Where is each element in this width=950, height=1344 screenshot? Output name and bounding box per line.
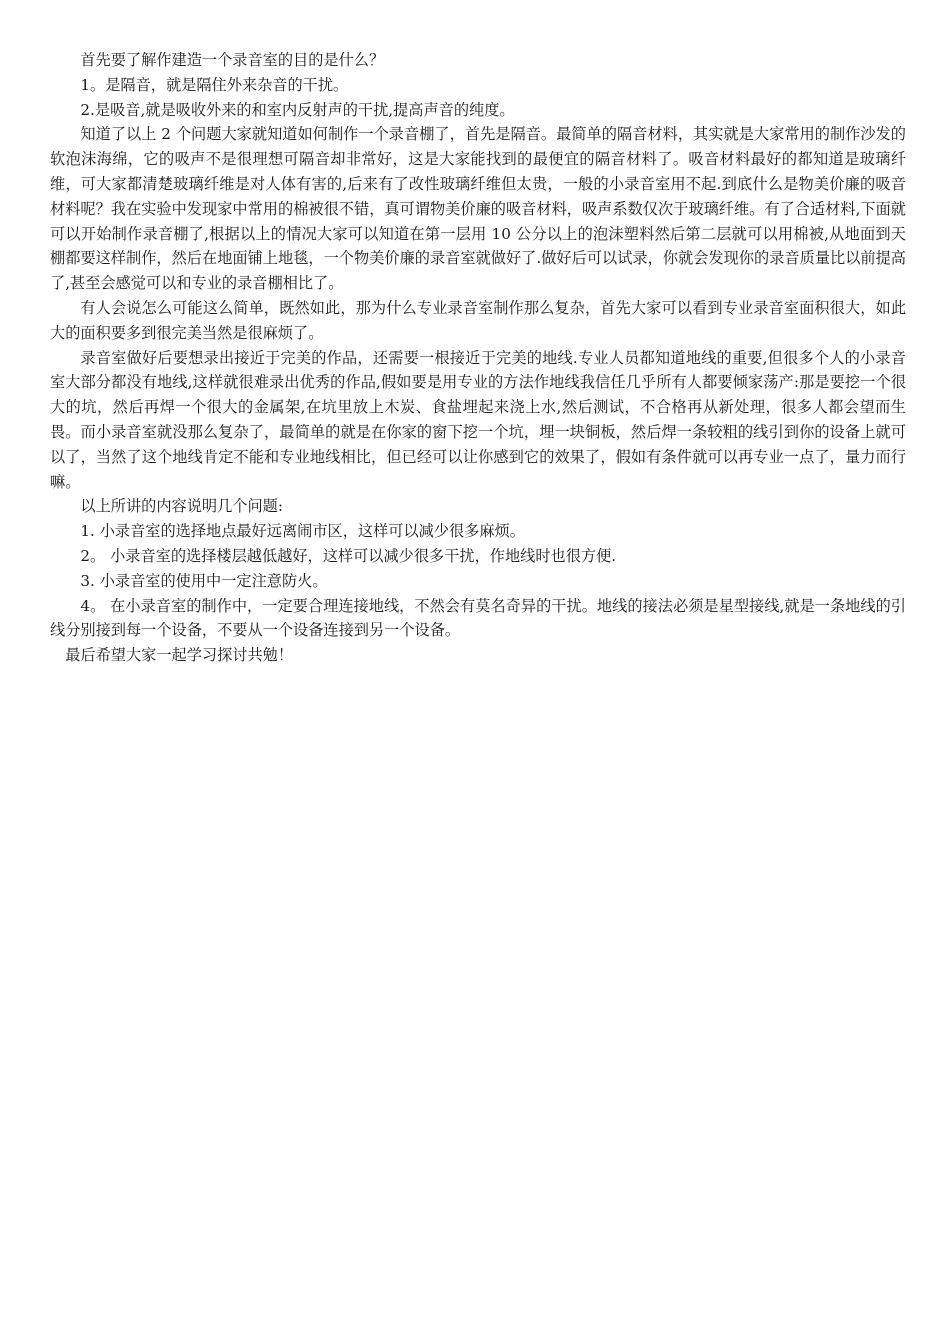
- summary-intro: 以上所讲的内容说明几个问题:: [80, 497, 283, 516]
- purpose-item-2: 2.是吸音,就是吸收外来的和室内反射声的干扰,提高声音的纯度。: [80, 100, 515, 119]
- closing-line: 最后希望大家一起学习探讨共勉！: [65, 646, 293, 665]
- grounding-paragraph: 录音室做好后要想录出接近于完美的作品，还需要一根接近于完美的地线.专业人员都知道地线的重要,但很多个人的小录音室大部分都没有地线,这样就很难录出优秀的作品,假如要是用专业的方法作地线我信任几乎所有人都要倾家荡产:那是要挖一个很大的坑，然后再焊一个很大的金属架,在坑里放上木炭、食盐埋起来浇上水,然后测试，不合格再从新处理，很多人都会望而生畏。而小录音室就没那么复杂了，最简单的就是在你家的窗下挖一个坑，埋一块铜板，然后焊一条较粗的线引到你的设备上就可以了，当然了这个地线肯定不能和专业地线相比，但已经可以让你感到它的效果了，假如有条件就可以再专业一点了，量力而行嘛。: [50, 348, 906, 491]
- intro-question: 首先要了解作建造一个录音室的目的是什么？: [80, 51, 385, 69]
- summary-item-3: 3. 小录音室的使用中一定注意防火。: [80, 571, 328, 590]
- purpose-item-1: 1。是隔音，就是隔住外来杂音的干扰。: [80, 75, 349, 94]
- professional-studio-paragraph: 有人会说怎么可能这么简单，既然如此，那为什么专业录音室制作那么复杂，首先大家可以看到专业录音室面积很大，如此大的面积要多到很完美当然是很麻烦了。: [50, 298, 906, 342]
- summary-item-1: 1. 小录音室的选择地点最好远离闹市区，这样可以减少很多麻烦。: [80, 522, 525, 541]
- document-page: [50, 48, 906, 668]
- summary-item-4: 4。 在小录音室的制作中，一定要合理连接地线，不然会有莫名奇异的干扰。地线的接法必须是星型接线,就是一条地线的引线分别接到每一个设备，不要从一个设备连接到另一个设备。: [50, 596, 906, 640]
- materials-paragraph: 知道了以上 2 个问题大家就知道如何制作一个录音棚了，首先是隔音。最简单的隔音材料，其实就是大家常用的制作沙发的软泡沫海绵，它的吸声不是很理想可隔音却非常好，这是大家能找到的最便宜的隔音材料了。吸音材料最好的都知道是玻璃纤维，可大家都清楚玻璃纤维是对人体有害的,后来有了改性玻璃纤维但太贵，一般的小录音室用不起.到底什么是物美价廉的吸音材料呢？我在实验中发现家中常用的棉被很不错，真可谓物美价廉的吸音材料，吸声系数仅次于玻璃纤维。有了合适材料,下面就可以开始制作录音棚了,根据以上的情况大家可以知道在第一层用 10 公分以上的泡沫塑料然后第二层就可以用棉被,从地面到天棚都要这样制作，然后在地面铺上地毯，一个物美价廉的录音室就做好了.做好后可以试录，你就会发现你的录音质量比以前提高了,甚至会感觉可以和专业的录音棚相比了。: [50, 125, 906, 293]
- summary-item-2: 2。 小录音室的选择楼层越低越好，这样可以减少很多干扰，作地线时也很方便.: [80, 546, 617, 565]
